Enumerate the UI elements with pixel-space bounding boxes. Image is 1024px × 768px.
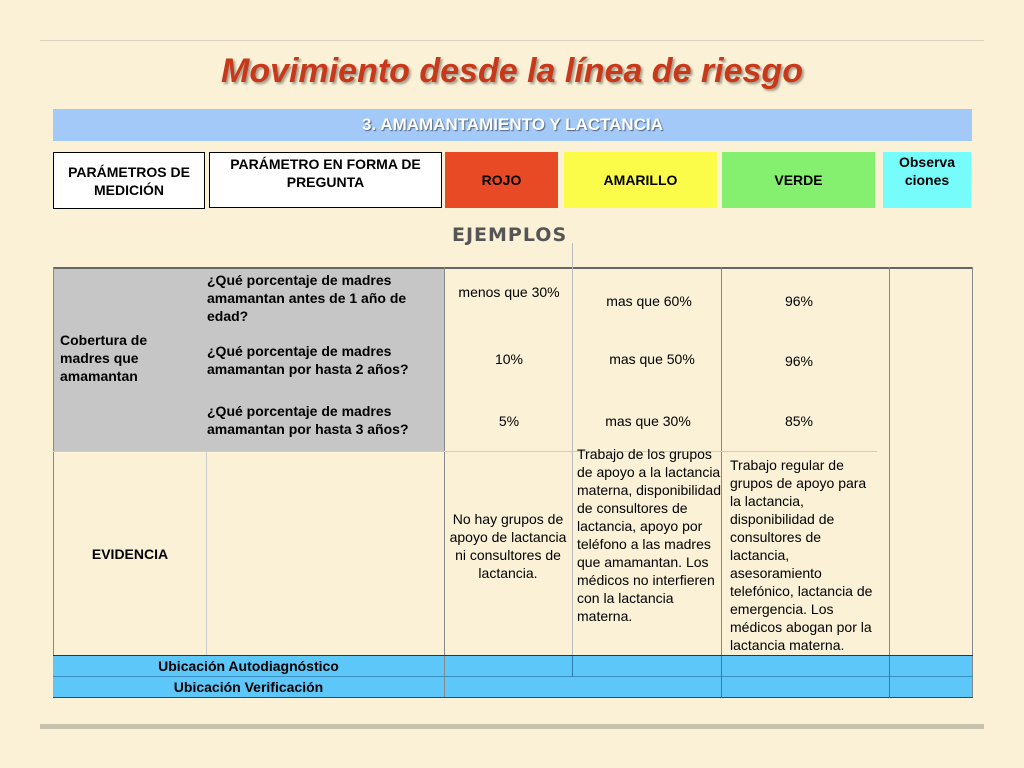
ubicacion-col-3 <box>572 656 573 677</box>
ejemplos-label: EJEMPLOS <box>452 224 568 246</box>
ubicacion-col-4 <box>721 656 722 698</box>
ubicacion-divider <box>53 676 973 677</box>
rojo-3: 5% <box>498 413 520 429</box>
evidencia-rojo: No hay grupos de apoyo de lactancia ni consultores de lactancia. <box>449 511 567 581</box>
table-right-border <box>972 267 973 698</box>
ubicacion-verificacion-values <box>445 677 972 697</box>
evidencia-amarillo: Trabajo de los grupos de apoyo a la lactancia materna, disponibilidad de consultores de lactancia, apoyo por teléfono a las madres que amamantan. Los médicos no interfieren con la lactancia materna. <box>577 446 721 624</box>
table-bottom-border <box>53 697 973 698</box>
col-divider-5 <box>889 267 890 698</box>
evidencia-parametro: EVIDENCIA <box>91 546 169 562</box>
top-rule <box>40 40 984 41</box>
section-banner: 3. AMAMANTAMIENTO Y LACTANCIA <box>53 109 972 141</box>
table-top-border <box>53 267 973 269</box>
header-verde: VERDE <box>722 152 875 208</box>
amarillo-1: mas que 60% <box>606 293 692 309</box>
col-divider-2 <box>444 267 445 698</box>
verde-3: 85% <box>784 413 814 429</box>
header-pregunta: PARÁMETRO EN FORMA DE PREGUNTA <box>209 152 442 208</box>
amarillo-3: mas que 30% <box>605 413 691 429</box>
ubicacion-autodiagnostico: Ubicación Autodiagnóstico <box>53 656 444 676</box>
col-divider-1 <box>206 451 207 656</box>
amarillo-2: mas que 50% <box>609 351 695 367</box>
header-rojo: ROJO <box>445 152 558 208</box>
header-observaciones: Observa ciones <box>883 152 971 208</box>
pregunta-3: ¿Qué porcentaje de madres amamantan por hasta 3 años? <box>207 403 409 437</box>
slide-title: Movimiento desde la línea de riesgo <box>221 52 803 90</box>
rojo-1: menos que 30% <box>458 284 560 300</box>
pregunta-1: ¿Qué porcentaje de madres amamantan antes de 1 año de edad? <box>207 272 407 324</box>
ubicacion-verificacion: Ubicación Verificación <box>53 677 444 697</box>
bottom-rule <box>40 724 984 729</box>
header-parametros: PARÁMETROS DE MEDICIÓN <box>53 152 205 209</box>
col-divider-3 <box>572 243 573 678</box>
pregunta-2: ¿Qué porcentaje de madres amamantan por hasta 2 años? <box>207 343 409 377</box>
verde-1: 96% <box>784 293 814 309</box>
header-amarillo: AMARILLO <box>564 152 717 208</box>
cobertura-parametro: Cobertura de madres que amamantan <box>60 332 148 384</box>
row-divider-evidencia <box>53 451 877 452</box>
rojo-2: 10% <box>494 351 524 367</box>
verde-2: 96% <box>784 353 814 369</box>
ubicacion-col-5 <box>889 656 890 698</box>
ubicacion-top-border <box>53 655 973 656</box>
table-left-border <box>53 267 54 698</box>
evidencia-verde: Trabajo regular de grupos de apoyo para la lactancia, disponibilidad de consultores de lactancia, asesoramiento telefónico, lactancia de emergencia. Los médicos abogan por la lactancia materna. <box>730 457 873 653</box>
ubicacion-autodiagnostico-values <box>445 656 972 676</box>
